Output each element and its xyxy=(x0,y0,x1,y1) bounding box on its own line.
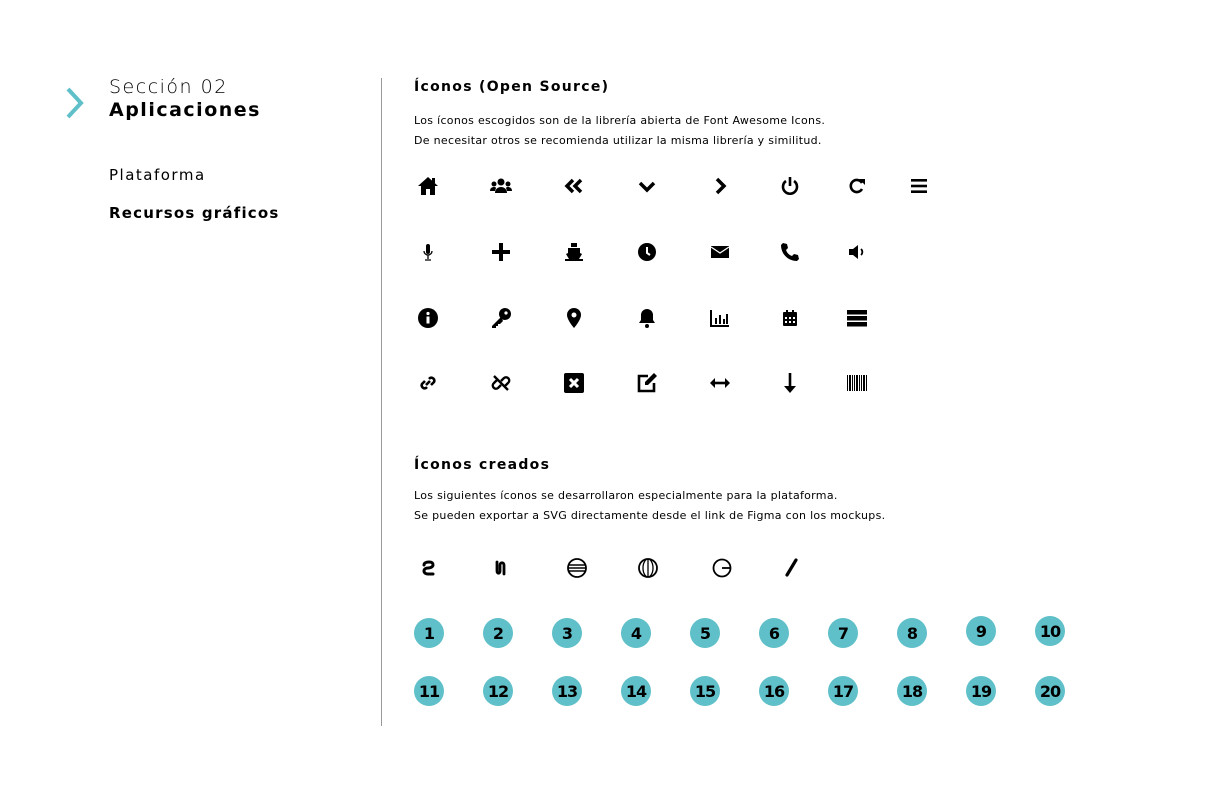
clock-icon xyxy=(635,240,659,264)
phone-icon xyxy=(778,240,802,264)
created-desc-2: Se pueden exportar a SVG directamente desde el link de Figma con los mockups. xyxy=(414,509,886,522)
calendar-icon xyxy=(778,306,802,330)
open-source-desc-1: Los íconos escogidos son de la librería abierta de Font Awesome Icons. xyxy=(414,114,826,127)
half-circle-icon xyxy=(710,556,734,580)
angle-double-left-icon xyxy=(562,174,586,198)
envelope-icon xyxy=(708,240,732,264)
plus-icon xyxy=(489,240,513,264)
wave-icon xyxy=(489,556,513,580)
section-title: Aplicaciones xyxy=(109,99,261,121)
number-badge-5: 5 xyxy=(690,618,720,648)
horizontal-lines-circle-icon xyxy=(565,556,589,580)
users-icon xyxy=(489,174,513,198)
number-badge-11: 11 xyxy=(414,676,444,706)
volume-down-icon xyxy=(845,240,869,264)
number-badge-7: 7 xyxy=(828,618,858,648)
divider xyxy=(381,78,382,726)
number-badge-17: 17 xyxy=(828,676,858,706)
number-badge-6: 6 xyxy=(759,618,789,648)
created-heading: Íconos creados xyxy=(414,457,551,473)
bars-icon xyxy=(907,174,931,198)
power-off-icon xyxy=(778,174,802,198)
redo-icon xyxy=(845,174,869,198)
number-badge-12: 12 xyxy=(483,676,513,706)
key-icon xyxy=(489,306,513,330)
link-icon xyxy=(416,371,440,395)
number-badge-2: 2 xyxy=(483,618,513,648)
arrow-down-icon xyxy=(778,371,802,395)
open-source-heading: Íconos (Open Source) xyxy=(414,79,610,95)
vertical-lines-circle-icon xyxy=(636,556,660,580)
section-label: Sección 02 xyxy=(109,76,228,98)
arrows-h-icon xyxy=(708,371,732,395)
number-badge-14: 14 xyxy=(621,676,651,706)
open-source-desc-2: De necesitar otros se recomienda utilizar la misma librería y similitud. xyxy=(414,134,822,147)
barcode-icon xyxy=(845,371,869,395)
window-close-icon xyxy=(562,371,586,395)
s-curve-icon xyxy=(417,556,441,580)
number-badge-19: 19 xyxy=(966,676,996,706)
number-badge-8: 8 xyxy=(897,618,927,648)
map-marker-icon xyxy=(562,306,586,330)
unlink-icon xyxy=(489,371,513,395)
number-badge-18: 18 xyxy=(897,676,927,706)
number-badge-13: 13 xyxy=(552,676,582,706)
server-icon xyxy=(845,306,869,330)
number-badge-10: 10 xyxy=(1035,616,1065,646)
nav-item-plataforma[interactable]: Plataforma xyxy=(109,166,206,184)
chevron-right-icon xyxy=(708,174,732,198)
created-desc-1: Los siguientes íconos se desarrollaron especialmente para la plataforma. xyxy=(414,489,838,502)
number-badge-1: 1 xyxy=(414,618,444,648)
slash-icon xyxy=(779,556,803,580)
bell-icon xyxy=(635,306,659,330)
ship-icon xyxy=(562,240,586,264)
number-badge-4: 4 xyxy=(621,618,651,648)
info-circle-icon xyxy=(416,306,440,330)
nav-item-recursos-graficos[interactable]: Recursos gráficos xyxy=(109,204,280,222)
home-icon xyxy=(416,174,440,198)
number-badge-3: 3 xyxy=(552,618,582,648)
chevron-right-icon xyxy=(64,86,86,120)
number-badge-16: 16 xyxy=(759,676,789,706)
edit-icon xyxy=(635,371,659,395)
microphone-icon xyxy=(416,240,440,264)
number-badge-9: 9 xyxy=(966,616,996,646)
number-badge-20: 20 xyxy=(1035,676,1065,706)
chevron-down-icon xyxy=(635,174,659,198)
number-badge-15: 15 xyxy=(690,676,720,706)
chart-bar-icon xyxy=(708,306,732,330)
